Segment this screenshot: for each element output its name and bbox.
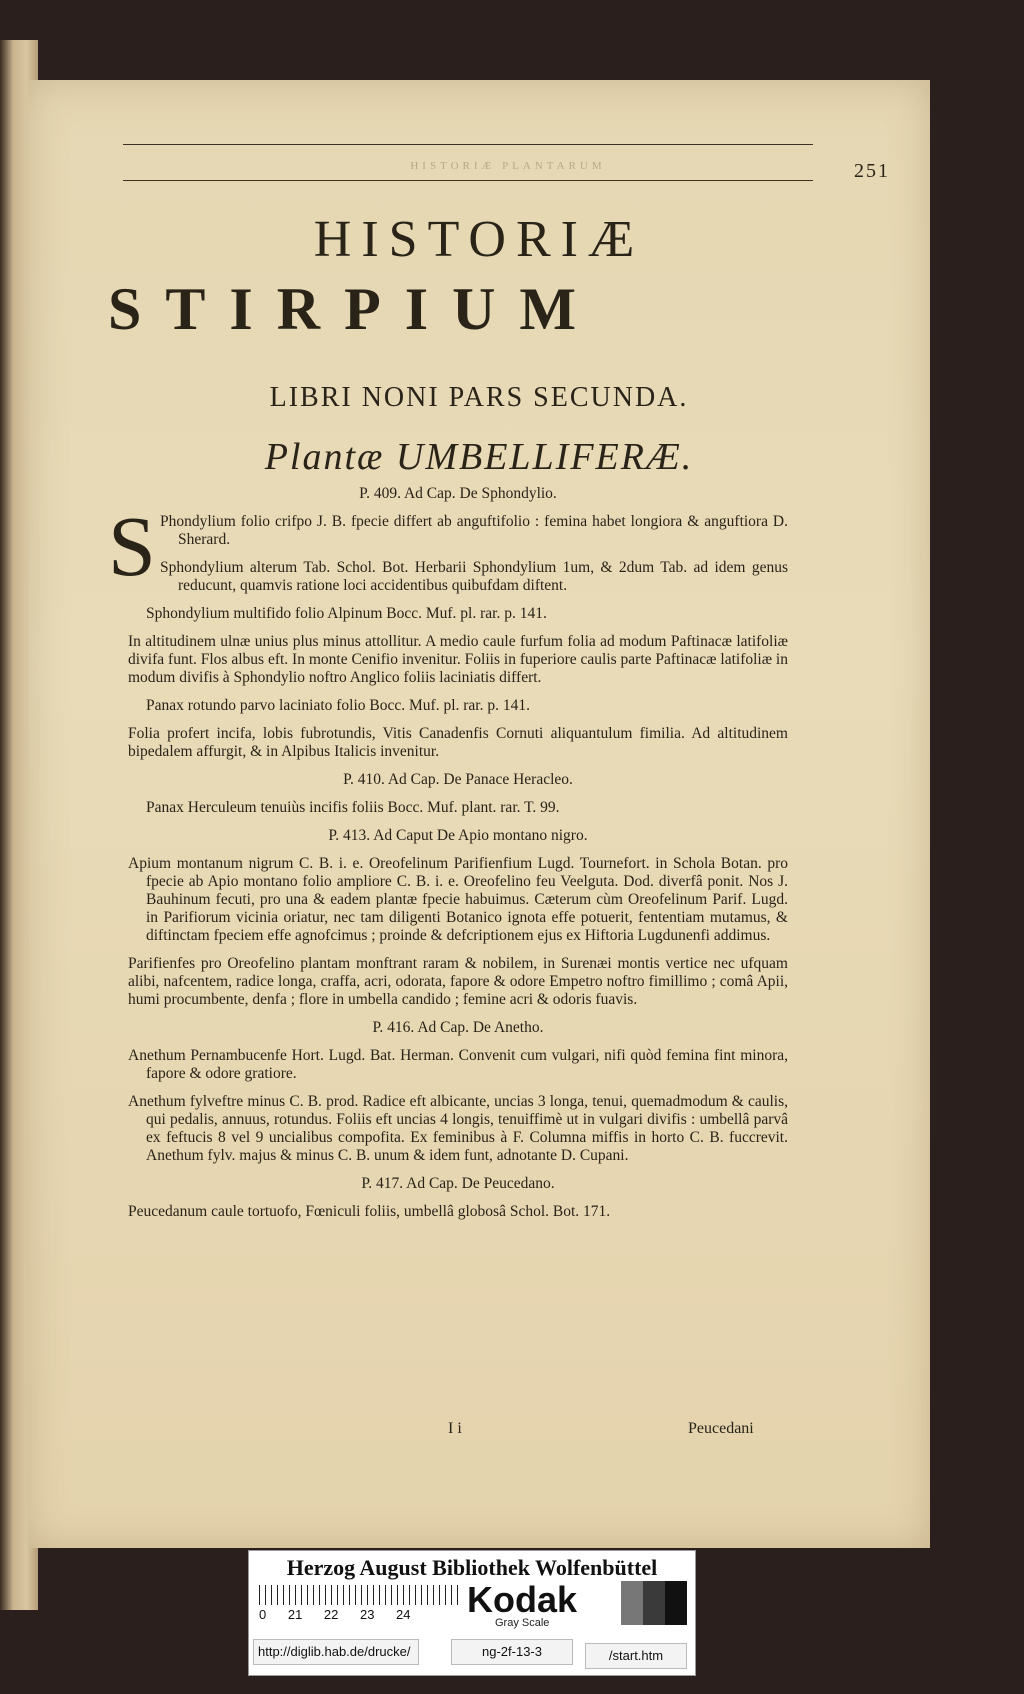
catchword: Peucedani	[688, 1420, 754, 1437]
source-url: http://diglib.hab.de/drucke/	[253, 1639, 419, 1665]
title-line-3: LIBRI NONI PARS SECUNDA.	[269, 382, 689, 413]
paragraph: Panax Herculeum tenuiùs incifis foliis Bocc. Muf. plant. rar. T. 99.	[146, 799, 560, 816]
paragraph: Anethum Pernambucenfe Hort. Lugd. Bat. Herman. Convenit cum vulgari, nifi quòd femina fint minora, fapore & odore gratiore.	[128, 1047, 788, 1082]
paragraph: Sphondylium alterum Tab. Schol. Bot. Herbarii Sphondylium 1um, & 2dum Tab. ad idem genus reducunt, quamvis ratione loci accidentibus quibufdam diftent.	[160, 559, 788, 594]
section-heading: P. 413. Ad Caput De Apio montano nigro.	[328, 827, 588, 844]
gray-swatch	[621, 1581, 643, 1625]
running-head: HISTORIÆ PLANTARUM	[410, 160, 606, 172]
page-number: 251	[854, 160, 890, 182]
paragraph: Parifienfes pro Oreofelino plantam monftrant raram & nobilem, in Surenæi montis vertice nec ufquam alibi, nafcentem, radice longa, craffa, acri, odorata, fapore & odore Empetro noftro fimillimo ; comâ Apii, humi procumbente, denfa ; flore in umbella candido ; femine acri & odoris fuavis.	[128, 955, 788, 1008]
drop-cap: S	[108, 498, 156, 594]
paragraph: In altitudinem ulnæ unius plus minus attollitur. A medio caule furfum folia ad modum Paftinacæ latifoliæ divifa funt. Flos albus eft. In monte Cenifio invenitur. Foliis in fuperiore caulis parte Paftinacæ latifoliæ in modum divifis à Sphondylio noftro Anglico foliis laciniatis differt.	[128, 633, 788, 686]
gray-swatch	[665, 1581, 687, 1625]
section-heading: P. 417. Ad Cap. De Peucedano.	[361, 1175, 555, 1192]
paragraph: Peucedanum caule tortuofo, Fœniculi foliis, umbellâ globosâ Schol. Bot. 171.	[128, 1203, 611, 1220]
ruler-numbers: 0 21 22 23 24	[259, 1607, 411, 1622]
section-heading: P. 410. Ad Cap. De Panace Heracleo.	[343, 771, 573, 788]
signature-mark: I i	[448, 1420, 462, 1437]
paragraph: Sphondylium multifido folio Alpinum Bocc. Muf. pl. rar. p. 141.	[146, 605, 547, 622]
paragraph: Phondylium folio crifpo J. B. fpecie differt ab anguftifolio : femina habet longiora & anguftiora D. Sherard.	[160, 513, 788, 548]
drop-cap-paragraph	[108, 498, 788, 595]
scale-ruler	[259, 1585, 459, 1605]
section-heading: P. 409. Ad Cap. De Sphondylio.	[359, 485, 557, 502]
section-heading: P. 416. Ad Cap. De Anetho.	[372, 1019, 544, 1036]
gray-scale-label: Gray Scale	[495, 1617, 550, 1629]
page-body	[108, 475, 788, 1231]
top-rule-2	[123, 180, 813, 181]
start-link: /start.htm	[585, 1643, 687, 1669]
book-page	[28, 80, 930, 1548]
top-rule	[123, 144, 813, 145]
brand-logo: Kodak	[467, 1579, 578, 1620]
paragraph: Anethum fylveftre minus C. B. prod. Radice eft albicante, uncias 3 longa, tenui, quemadmodum & caulis, qui pedalis, annuus, rotundus. Foliis eft uncias 4 longis, tenuiffimè ut in vulgari divifis : umbellâ parvâ ex feftucis 8 vel 9 uncialibus compofita. Ex feminibus à F. Columna miffis in horto C. B. fuccrevit. Anethum fylv. majus & minus C. B. unum & idem funt, adnotante D. Cupani.	[128, 1093, 788, 1164]
paragraph: Folia profert incifa, lobis fubrotundis, Vitis Canadenfis Cornuti aliquantulum fimilia. Ad altitudinem bipedalem affurgit, & in Alpibus Italicis invenitur.	[128, 725, 788, 760]
library-name: Herzog August Bibliothek Wolfenbüttel	[286, 1555, 658, 1580]
title-line-1: HISTORIÆ	[313, 211, 645, 268]
title-line-2: STIRPIUM	[108, 276, 601, 342]
paragraph: Apium montanum nigrum C. B. i. e. Oreofelinum Parifienfium Lugd. Tournefort. in Schola Botan. pro fpecie ab Apio montano folio ampliore C. B. i. e. Oreofelino feu Veelguta. Dod. diverfâ ponit. Nos J. Bauhinum fecuti, pro una & eadem plantæ fpecie habuimus. Cæterum cùm Oreofelinum Parif. Lugd. in Parifiorum vicinia oriatur, nec tam diligenti Botanico ignota effe potuerit, fententiam mutamus, & diftinctam fpeciem effe agnofcimus ; proinde & defcriptionem ejus ex Hiftoria Lugdunenfi addimus.	[128, 855, 788, 944]
scan-color-target	[248, 1550, 696, 1676]
shelfmark: ng-2f-13-3	[451, 1639, 573, 1665]
paragraph: Panax rotundo parvo laciniato folio Bocc. Muf. pl. rar. p. 141.	[146, 697, 530, 714]
gray-swatch	[643, 1581, 665, 1625]
title-line-4: Plantæ UMBELLIFERÆ.	[264, 436, 694, 478]
